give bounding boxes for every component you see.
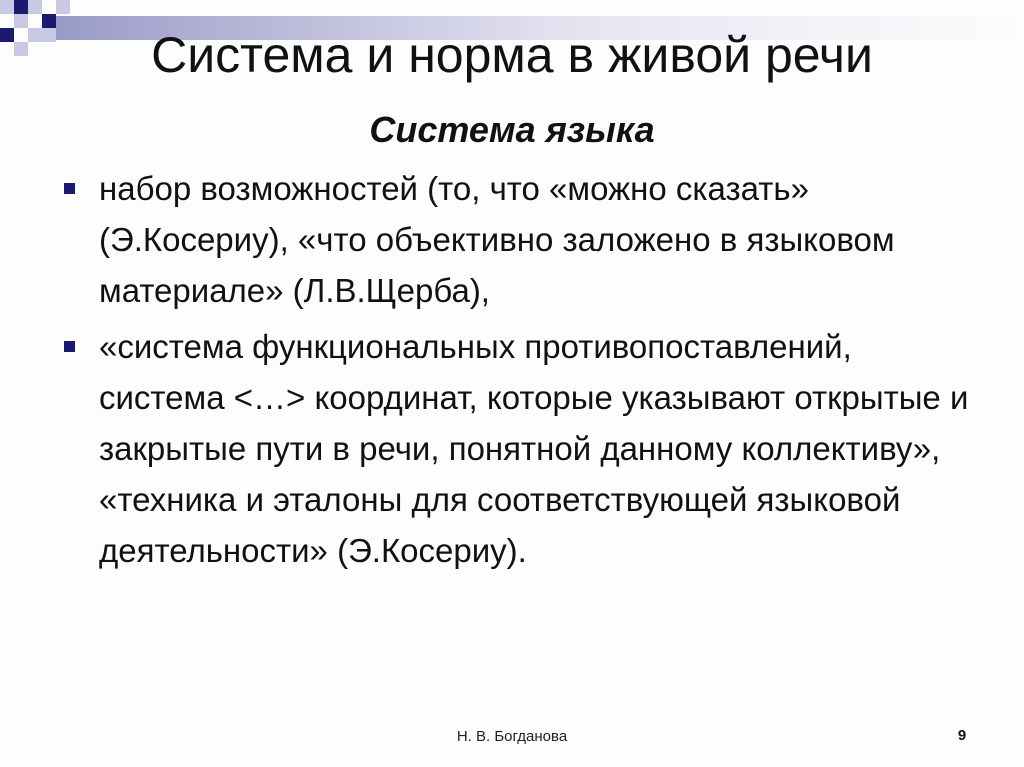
bullet-item <box>58 163 978 316</box>
bullet-list <box>58 163 978 581</box>
page-number: 9 <box>957 727 967 744</box>
bullet-item <box>58 321 978 576</box>
square-bullet-icon <box>64 341 75 352</box>
square-bullet-icon <box>64 183 75 194</box>
bullet-text: набор возможностей (то, что «можно сказать» (Э.Косериу), «что объективно заложено в языковом материале» (Л.В.Щерба), <box>99 170 895 309</box>
bullet-text: «система функциональных противопоставлений, система <…> координат, которые указывают открытые и закрытые пути в речи, понятной данному коллективу», «техника и эталоны для соответствующей языковой деятельности» (Э.Косериу). <box>99 328 969 569</box>
slide-title: Система и норма в живой речи <box>151 27 873 83</box>
footer-author: Н. В. Богданова <box>456 728 568 745</box>
slide-subtitle: Система языка <box>369 109 655 150</box>
